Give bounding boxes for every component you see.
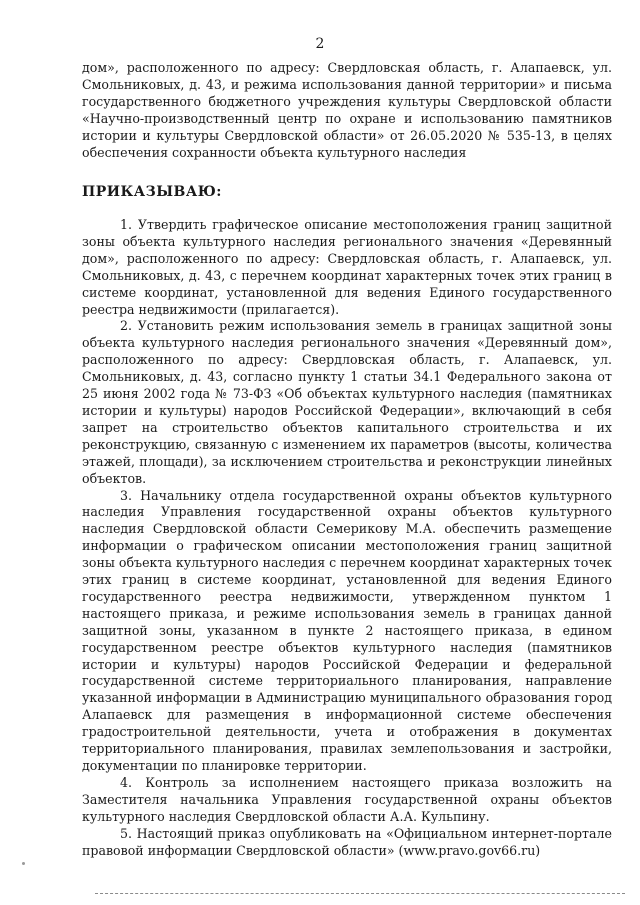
intro-paragraph: дом», расположенного по адресу: Свердловская область, г. Алапаевск, ул. Смольниковых, д. 43, и режима использования данной территории» и письма государственного бюджетного учреждения культуры Свердловской области «Научно-производственный центр по охране и использованию памятников истории и культуры Свердловской области» от 26.05.2020 № 535-13, в целях обеспечения сохранности объекта культурного наследия (82, 60, 612, 160)
order-item-2: 2. Установить режим использования земель в границах защитной зоны объекта культурного наследия регионального значения «Деревянный дом», расположенного по адресу: Свердловская область, г. Алапаевск, ул. Смольниковых, д. 43, согласно пункту 1 статьи 34.1 Федерального закона от 25 июня 2002 года № 73-ФЗ «Об объектах культурного наследия (памятниках истории и культуры) народов Российской Федерации», включающий в себя запрет на строительство объектов капитального строительства и их реконструкцию, связанную с изменением их параметров (высоты, количества этажей, площади), за исключением строительства и реконструкции линейных объектов. (82, 318, 612, 486)
order-item-3: 3. Начальнику отдела государственной охраны объектов культурного наследия Управления государственной охраны объектов культурного наследия Свердловской области Семерикову М.А. обеспечить размещение информации о графическом описании местоположения границ защитной зоны объекта культурного наследия с перечнем координат характерных точек этих границ в системе координат, установленной для ведения Единого государственного реестра недвижимости, утвержденном пунктом 1 настоящего приказа, и режиме использования земель в границах данной защитной зоны, указанном в пункте 2 настоящего приказа, в едином государственном реестре объектов культурного наследия (памятников истории и культуры) народов Российской Федерации и федеральной государственной системе территориального планирования, направление указанной информации в Администрацию муниципального образования город Алапаевск для размещения в информационной системе обеспечения градостроительной деятельности, учета и отображения в документах территориального планирования, правилах землепользования и застройки, документации по планировке территории. (82, 487, 612, 773)
page-number: 2 (315, 36, 325, 52)
order-heading: ПРИКАЗЫВАЮ: (82, 184, 222, 200)
order-item-1: 1. Утвердить графическое описание местоположения границ защитной зоны объекта культурного наследия регионального значения «Деревянный дом», расположенного по адресу: Свердловская область, г. Алапаевск, ул. Смольниковых, д. 43, с перечнем координат характерных точек этих границ в системе координат, установленной для ведения Единого государственного реестра недвижимости (прилагается). (82, 217, 612, 317)
margin-mark (22, 862, 25, 865)
order-item-5: 5. Настоящий приказ опубликовать на «Официальном интернет-портале правовой информации Свердловской области» (www.pravo.gov66.ru) (82, 825, 612, 858)
order-item-4: 4. Контроль за исполнением настоящего приказа возложить на Заместителя начальника Управления государственной охраны объектов культурного наследия Свердловской области А.А. Кульпину. (82, 774, 612, 824)
footer-separator (95, 893, 625, 894)
order-items (82, 217, 612, 859)
